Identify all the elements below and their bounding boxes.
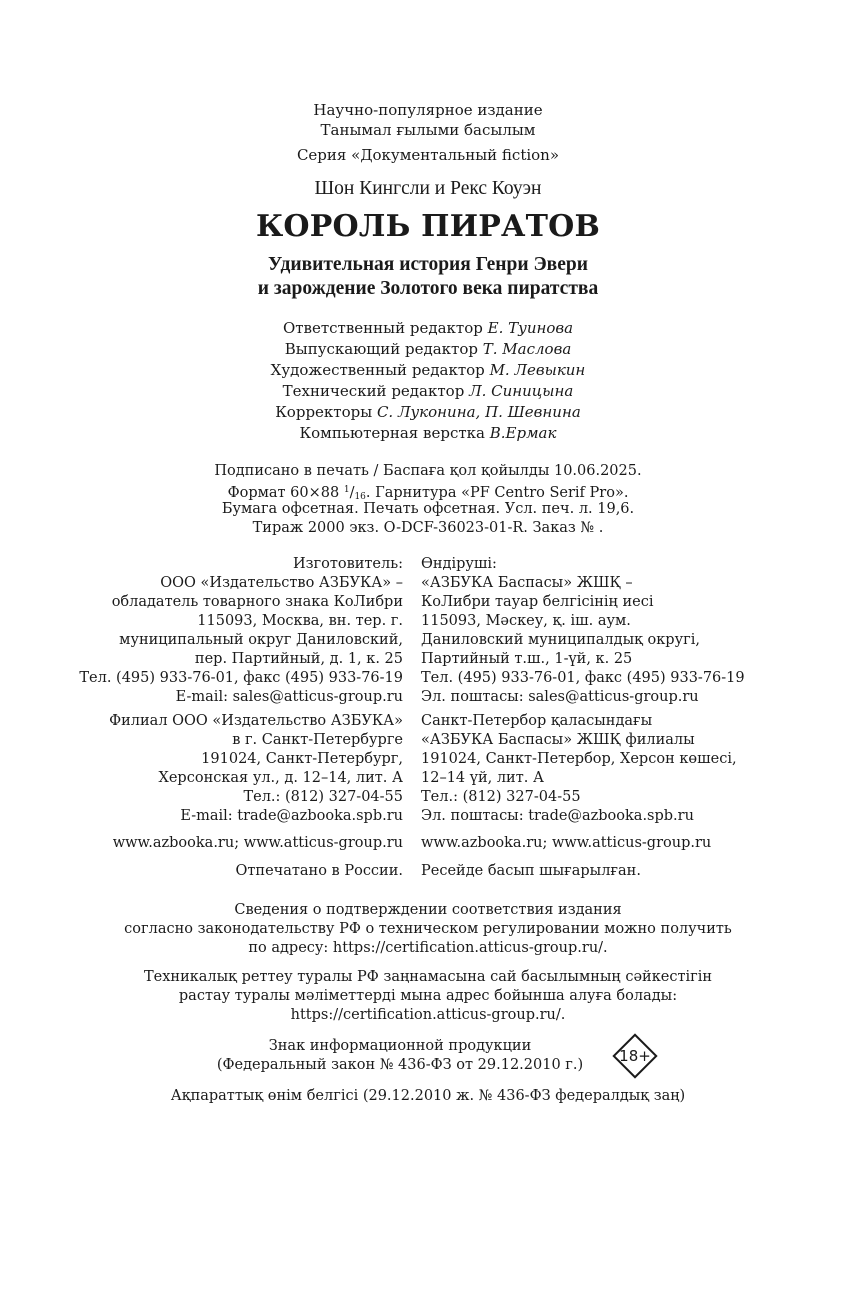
manufacturer-ru-line: Изготовитель: (292, 556, 403, 572)
manufacturer-ru-line: муниципальный округ Даниловский, (119, 632, 403, 648)
websites-kz: www.azbooka.ru; www.atticus-group.ru (421, 835, 712, 851)
credit-person: Л. Синицына (469, 382, 574, 400)
branch-kz-line: «АЗБУКА Баспасы» ЖШҚ филиалы (421, 732, 695, 748)
branch-kz-line: Тел.: (812) 327-04-55 (421, 789, 581, 805)
manufacturer-kz-line: Партийный т.ш., 1-үй, к. 25 (421, 651, 633, 667)
manufacturer-kz-line: Эл. поштасы: sales@atticus-group.ru (421, 689, 699, 705)
info-sign-text (190, 1037, 610, 1075)
branch-kz-line: 12–14 үй, лит. А (421, 770, 544, 786)
edition-type-kz: Танымал ғылыми басылым (320, 121, 536, 139)
manufacturer-kz-line: КоЛибри тауар белгісінің иесі (421, 594, 654, 610)
branch-ru (109, 712, 403, 826)
certification-ru-line: по адресу: https://certification.atticus-group.ru/. (248, 940, 608, 956)
age-rating-label: 18+ (619, 1047, 651, 1065)
book-title: КОРОЛЬ ПИРАТОВ (255, 209, 601, 244)
branch-ru-line: Тел.: (812) 327-04-55 (243, 789, 403, 805)
credit-row (0, 360, 856, 381)
certification-kz-line: https://certification.atticus-group.ru/. (290, 1007, 566, 1023)
print-run: Тираж 2000 экз. O-DCF-36023-01-R. Заказ № . (252, 520, 604, 536)
certification-kz-line: Техникалық реттеу туралы РФ заңнамасына сай басылымның сәйкестігін (143, 969, 713, 985)
manufacturer-kz-line: Даниловский муниципалдық округі, (421, 632, 700, 648)
manufacturer-kz-line: Тел. (495) 933-76-01, факс (495) 933-76-19 (421, 670, 745, 686)
format-fraction-den: 16 (354, 492, 366, 502)
credit-role: Технический редактор (282, 382, 465, 400)
certification-ru-line: согласно законодательству РФ о техническом регулировании можно получить (124, 921, 732, 937)
manufacturer-ru-line: ООО «Издательство АЗБУКА» – (160, 575, 403, 591)
branch-ru-line: E-mail: trade@azbooka.spb.ru (180, 808, 403, 824)
info-sign-kz: Ақпараттық өнім белгісі (29.12.2010 ж. № 436-ФЗ федералдық заң) (170, 1088, 686, 1104)
format-fraction-num: 1 (343, 485, 350, 495)
branch-kz (421, 712, 737, 826)
manufacturer-kz-line: «АЗБУКА Баспасы» ЖШҚ – (421, 575, 633, 591)
print-date: Подписано в печать / Баспаға қол қойылды 10.06.2025. (214, 463, 642, 479)
credit-row (0, 339, 856, 360)
credit-role: Ответственный редактор (282, 319, 483, 337)
printed-in-ru: Отпечатано в России. (235, 863, 403, 879)
credit-role: Корректоры (275, 403, 373, 421)
credit-role: Художественный редактор (270, 361, 485, 379)
manufacturer-kz-line: Өндіруші: (421, 556, 497, 572)
print-format-prefix: Формат 60×88 (227, 485, 340, 501)
branch-ru-line: Херсонская ул., д. 12–14, лит. А (158, 770, 403, 786)
edition-type-ru: Научно-популярное издание (313, 101, 543, 119)
manufacturer-ru (79, 555, 403, 707)
print-paper: Бумага офсетная. Печать офсетная. Усл. печ. л. 19,6. (221, 501, 635, 517)
credit-person: Е. Туинова (487, 319, 574, 337)
manufacturer-kz (421, 555, 745, 707)
credit-person: М. Левыкин (489, 361, 586, 379)
credit-person: В.Ермак (489, 424, 557, 442)
credit-role: Компьютерная верстка (299, 424, 485, 442)
manufacturer-ru-line: обладатель товарного знака КоЛибри (111, 594, 403, 610)
info-sign-line-2: (Федеральный закон № 436-ФЗ от 29.12.2010 г.) (216, 1057, 584, 1073)
branch-ru-line: Филиал ООО «Издательство АЗБУКА» (109, 713, 403, 729)
subtitle-line-1: Удивительная история Генри Эвери (268, 254, 588, 275)
manufacturer-kz-line: 115093, Мәскеу, қ. іш. аум. (421, 613, 631, 629)
manufacturer-ru-line: E-mail: sales@atticus-group.ru (175, 689, 403, 705)
credit-row (0, 381, 856, 402)
age-rating-badge (610, 1031, 660, 1081)
branch-kz-line: Эл. поштасы: trade@azbooka.spb.ru (421, 808, 694, 824)
manufacturer-ru-line: пер. Партийный, д. 1, к. 25 (194, 651, 403, 667)
manufacturer-ru-line: 115093, Москва, вн. тер. г. (197, 613, 403, 629)
branch-kz-line: Санкт-Петербор қаласындағы (421, 713, 653, 729)
subtitle-line-2: и зарождение Золотого века пиратства (257, 278, 599, 299)
manufacturer-ru-line: Тел. (495) 933-76-01, факс (495) 933-76-19 (79, 670, 403, 686)
credit-role: Выпускающий редактор (284, 340, 478, 358)
print-format-suffix: . Гарнитура «PF Centro Serif Pro». (365, 485, 629, 501)
series-label: Серия «Документальный fiction» (296, 146, 560, 164)
credit-person: С. Луконина, П. Шевнина (376, 403, 581, 421)
credit-row (0, 402, 856, 423)
credit-row (0, 423, 856, 444)
websites-ru: www.azbooka.ru; www.atticus-group.ru (112, 835, 403, 851)
authors: Шон Кингсли и Рекс Коуэн (314, 178, 542, 199)
certification-ru-line: Сведения о подтверждении соответствия издания (234, 902, 622, 918)
credit-person: Т. Маслова (482, 340, 572, 358)
branch-kz-line: 191024, Санкт-Петербор, Херсон көшесі, (421, 751, 737, 767)
certification-kz-line: растау туралы мәліметтерді мына адрес бойынша алуға болады: (178, 988, 678, 1004)
branch-ru-line: 191024, Санкт-Петербург, (201, 751, 403, 767)
printed-in-kz: Ресейде басып шығарылған. (421, 863, 641, 879)
branch-ru-line: в г. Санкт-Петербурге (232, 732, 403, 748)
print-format: Формат 60×88 $^1/_{16}$. Гарнитура «PF Centro Serif Pro». (227, 485, 629, 502)
info-sign-line-1: Знак информационной продукции (268, 1038, 532, 1054)
credit-row (0, 318, 856, 339)
